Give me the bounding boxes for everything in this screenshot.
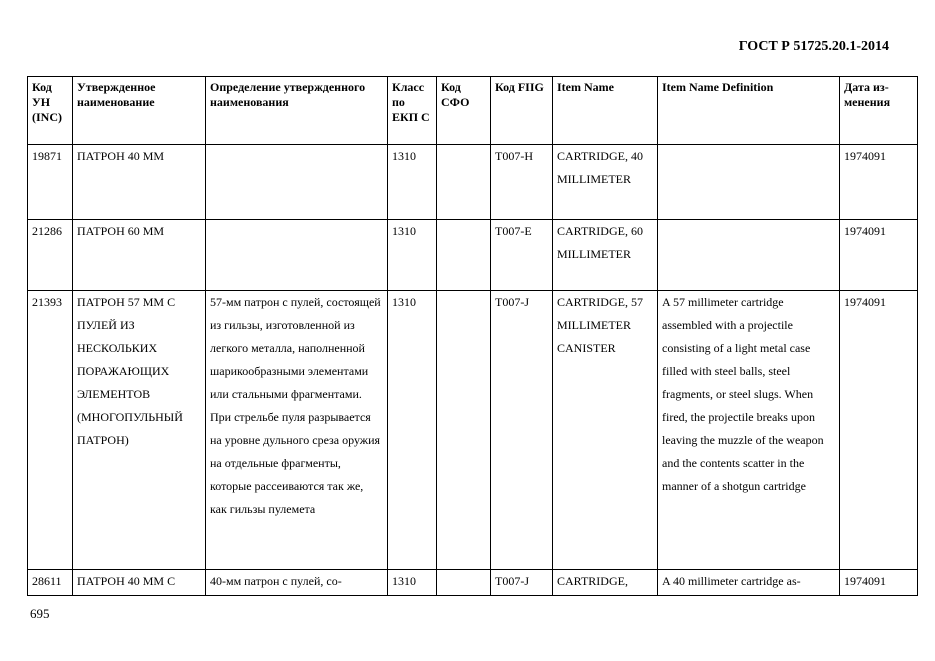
cell-sfo bbox=[437, 220, 491, 291]
cell-item-name: CARTRIDGE, 40 MILLIMETER bbox=[553, 145, 658, 220]
cell-name: ПАТРОН 57 ММ С ПУЛЕЙ ИЗ НЕСКОЛЬКИХ ПОРАЖАЮЩИХ ЭЛЕМЕНТОВ (МНОГОПУЛЬНЫЙ ПАТРОН) bbox=[73, 291, 206, 570]
cell-item-definition: A 40 millimeter cartridge as- bbox=[658, 570, 840, 596]
cell-class: 1310 bbox=[388, 291, 437, 570]
cell-date: 1974091 bbox=[840, 291, 918, 570]
cell-name: ПАТРОН 40 ММ С bbox=[73, 570, 206, 596]
col-header-name: Утвержденное наименование bbox=[73, 77, 206, 145]
cell-inc: 28611 bbox=[28, 570, 73, 596]
cell-inc: 21393 bbox=[28, 291, 73, 570]
cell-sfo bbox=[437, 570, 491, 596]
register-table bbox=[27, 76, 918, 596]
col-header-fiig: Код FIIG bbox=[491, 77, 553, 145]
cell-sfo bbox=[437, 145, 491, 220]
cell-item-name: CARTRIDGE, bbox=[553, 570, 658, 596]
table-row bbox=[28, 145, 918, 220]
col-header-date: Дата из-менения bbox=[840, 77, 918, 145]
cell-definition: 57-мм патрон с пулей, состоящей из гильзы, изготовленной из легкого металла, наполненной шарикообразными элементами или стальными фрагментами. При стрельбе пуля разрывается на уровне дульного среза оружия на отдельные фрагменты, которые рассеиваются так же, как гильзы пулемета bbox=[206, 291, 388, 570]
cell-inc: 21286 bbox=[28, 220, 73, 291]
cell-item-name: CARTRIDGE, 57 MILLIMETER CANISTER bbox=[553, 291, 658, 570]
cell-sfo bbox=[437, 291, 491, 570]
col-header-class: Класс по ЕКП С bbox=[388, 77, 437, 145]
cell-definition bbox=[206, 220, 388, 291]
cell-item-definition bbox=[658, 145, 840, 220]
table-row bbox=[28, 220, 918, 291]
col-header-definition: Определение утвержденного наименования bbox=[206, 77, 388, 145]
standard-code: ГОСТ Р 51725.20.1-2014 bbox=[738, 39, 889, 54]
col-header-sfo: Код СФО bbox=[437, 77, 491, 145]
page-number: 695 bbox=[30, 606, 50, 621]
cell-date: 1974091 bbox=[840, 145, 918, 220]
cell-date: 1974091 bbox=[840, 570, 918, 596]
cell-fiig: T007-J bbox=[491, 291, 553, 570]
cell-inc: 19871 bbox=[28, 145, 73, 220]
table-row bbox=[28, 570, 918, 596]
cell-name: ПАТРОН 60 ММ bbox=[73, 220, 206, 291]
cell-fiig: T007-H bbox=[491, 145, 553, 220]
cell-name: ПАТРОН 40 ММ bbox=[73, 145, 206, 220]
cell-item-definition bbox=[658, 220, 840, 291]
cell-class: 1310 bbox=[388, 570, 437, 596]
cell-definition bbox=[206, 145, 388, 220]
header-row bbox=[28, 77, 918, 145]
cell-fiig: T007-J bbox=[491, 570, 553, 596]
cell-fiig: T007-E bbox=[491, 220, 553, 291]
cell-date: 1974091 bbox=[840, 220, 918, 291]
col-header-inc: Код УН (INC) bbox=[28, 77, 73, 145]
cell-definition: 40-мм патрон с пулей, со- bbox=[206, 570, 388, 596]
cell-item-definition: A 57 millimeter cartridge assembled with a projectile consisting of a light metal case filled with steel balls, steel fragments, or steel slugs. When fired, the projectile breaks upon leaving the muzzle of the weapon and the contents scatter in the manner of a shotgun cartridge bbox=[658, 291, 840, 570]
cell-item-name: CARTRIDGE, 60 MILLIMETER bbox=[553, 220, 658, 291]
col-header-item-definition: Item Name Definition bbox=[658, 77, 840, 145]
col-header-item-name: Item Name bbox=[553, 77, 658, 145]
table-row bbox=[28, 291, 918, 570]
cell-class: 1310 bbox=[388, 145, 437, 220]
cell-class: 1310 bbox=[388, 220, 437, 291]
